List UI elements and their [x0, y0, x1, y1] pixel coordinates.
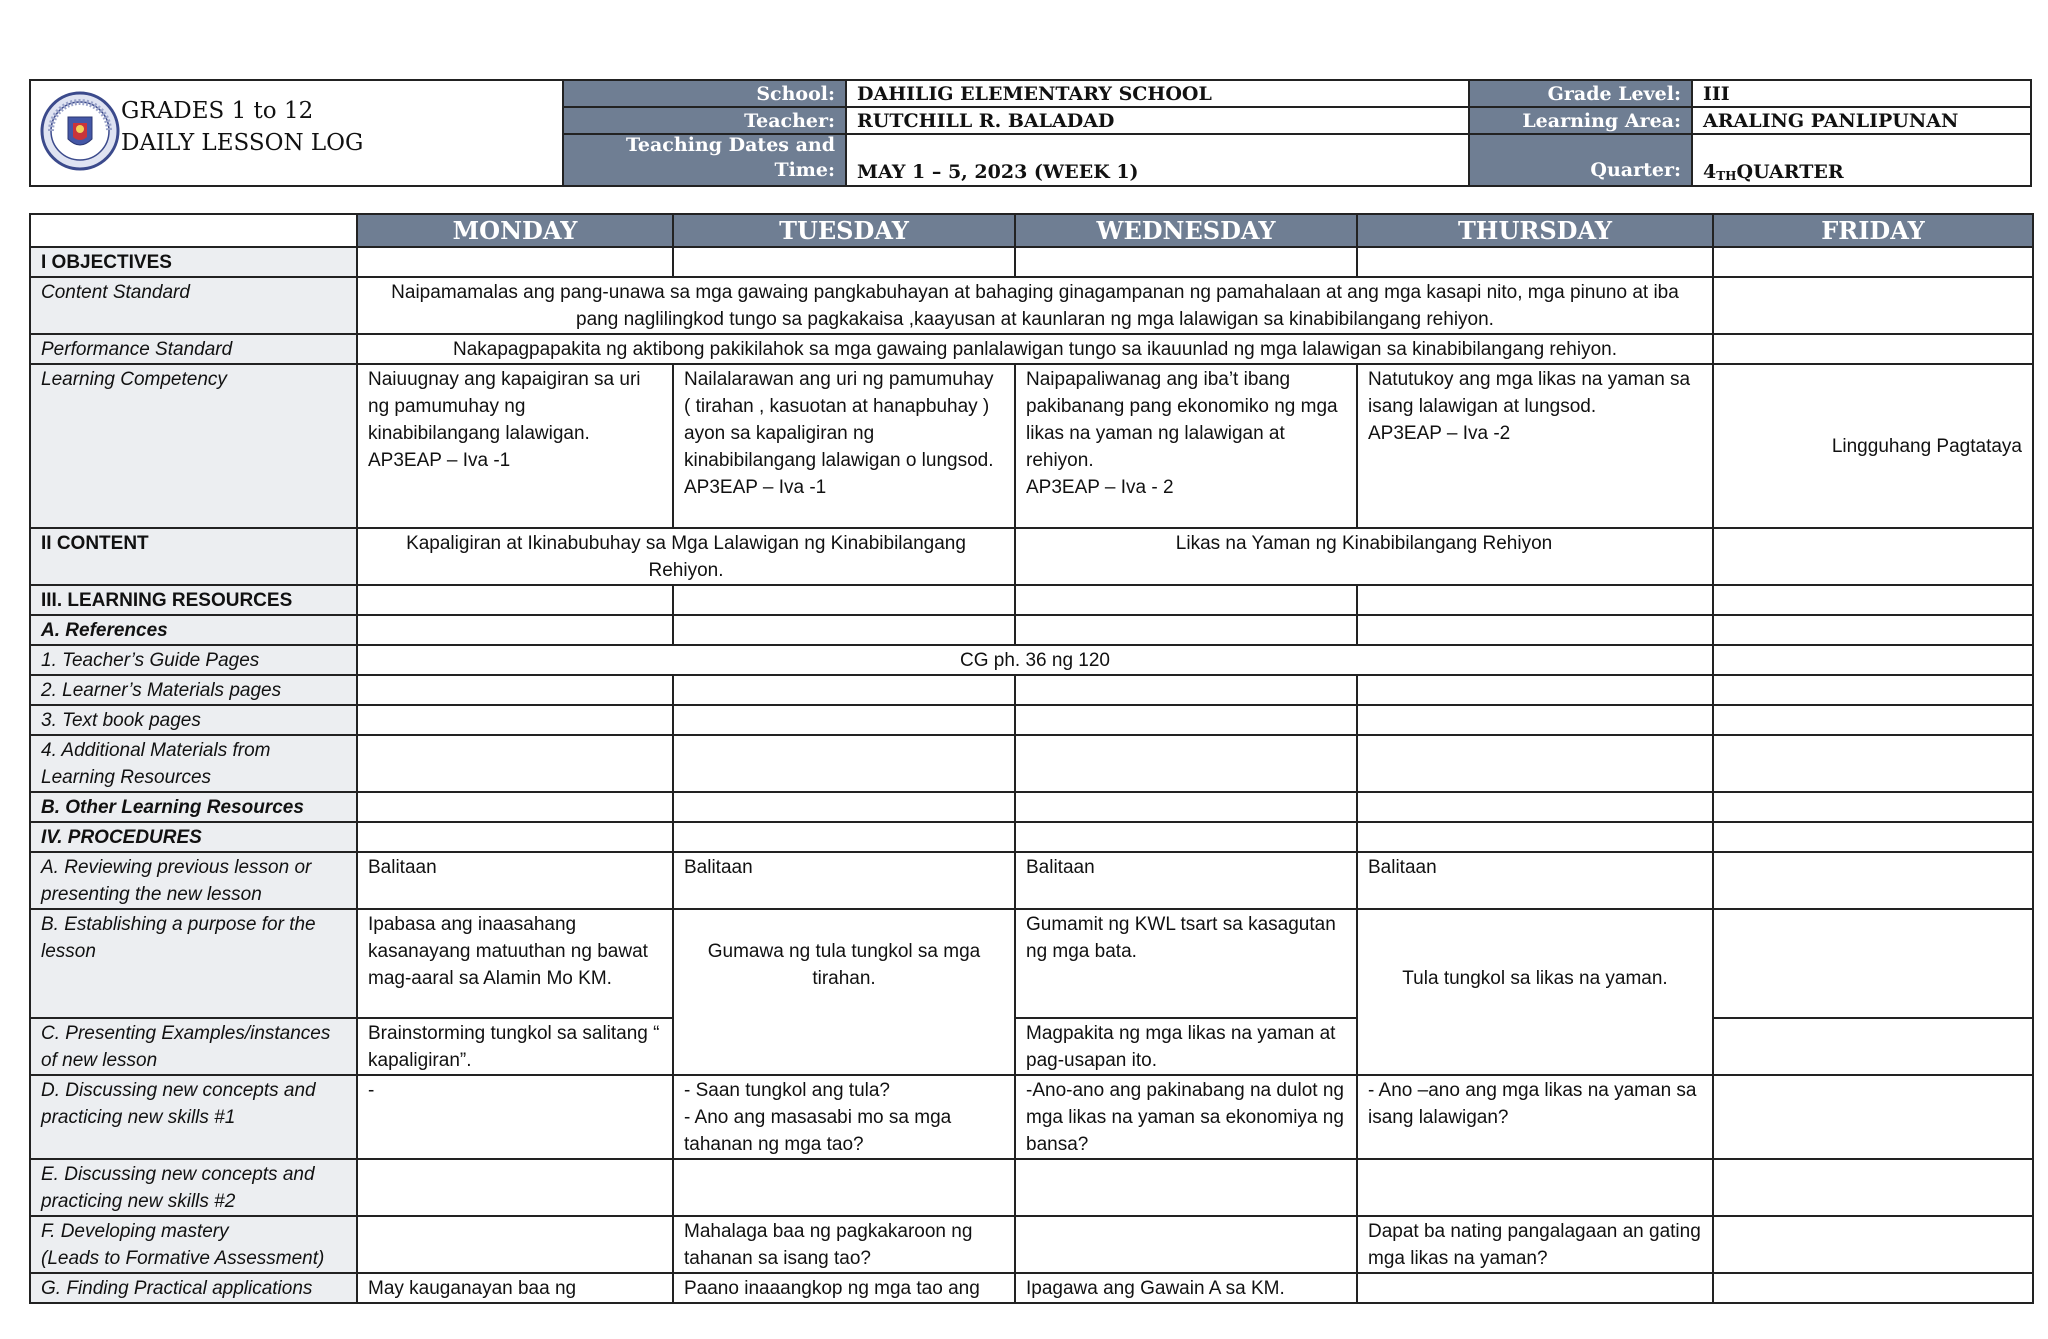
school-value: DAHILIG ELEMENTARY SCHOOL	[845, 81, 1468, 108]
objectives-heading: I OBJECTIVES	[30, 247, 357, 277]
competency-wednesday: Naipapaliwanag ang iba’t ibang pakibanang pang ekonomiko ng mga likas na yaman ng lalawigan at rehiyon. AP3EAP – Iva - 2	[1015, 364, 1357, 528]
title-line-1: GRADES 1 to 12	[121, 98, 314, 124]
learning-resources-heading: III. LEARNING RESOURCES	[30, 585, 357, 615]
procedure-d-monday: -	[357, 1075, 673, 1159]
procedure-f-thursday: Dapat ba nating pangalagaan an gating mga likas na yaman?	[1357, 1216, 1713, 1273]
procedures-heading: IV. PROCEDURES	[30, 822, 357, 852]
performance-standard-label: Performance Standard	[30, 334, 357, 364]
teachers-guide-label: 1. Teacher’s Guide Pages	[30, 645, 357, 675]
procedure-a-monday: Balitaan	[357, 852, 673, 909]
learners-materials-label: 2. Learner’s Materials pages	[30, 675, 357, 705]
lesson-log-header	[29, 79, 2032, 187]
performance-standard-text: Nakapagpapakita ng aktibong pakikilahok sa mga gawaing panlalawigan tungo sa ikauunlad ng mga lalawigan sa kinabibilangang rehiyon.	[357, 334, 1713, 364]
table-row	[30, 585, 2033, 615]
procedure-c-wednesday: Magpakita ng mga likas na yaman at pag-usapan ito.	[1015, 1018, 1357, 1075]
table-row	[30, 1159, 2033, 1216]
content-heading: II CONTENT	[30, 528, 357, 585]
procedure-d-wednesday: -Ano-ano ang pakinabang na dulot ng mga likas na yaman sa ekonomiya ng bansa?	[1015, 1075, 1357, 1159]
table-row	[30, 705, 2033, 735]
procedure-g-wednesday: Ipagawa ang Gawain A sa KM.	[1015, 1273, 1357, 1303]
procedure-f-tuesday: Mahalaga baa ng pagkakaroon ng tahanan sa isang tao?	[673, 1216, 1015, 1273]
teacher-value: RUTCHILL R. BALADAD	[845, 108, 1468, 135]
dates-label-line-1: Teaching Dates and	[625, 135, 835, 156]
references-heading: A. References	[30, 615, 357, 645]
procedure-g-tuesday: Paano inaaangkop ng mga tao ang	[673, 1273, 1015, 1303]
procedure-a-thursday: Balitaan	[1357, 852, 1713, 909]
procedure-b-thursday: Tula tungkol sa likas na yaman.	[1357, 909, 1713, 1075]
quarter-label: Quarter:	[1468, 135, 1691, 185]
learning-area-label: Learning Area:	[1468, 108, 1691, 135]
competency-friday: Lingguhang Pagtataya	[1713, 364, 2033, 528]
table-row	[30, 675, 2033, 705]
table-row	[30, 247, 2033, 277]
day-thursday: THURSDAY	[1357, 214, 1713, 247]
table-row	[30, 822, 2033, 852]
table-row	[30, 615, 2033, 645]
title-cell	[31, 81, 562, 185]
competency-thursday: Natutukoy ang mga likas na yaman sa isang lalawigan at lungsod. AP3EAP – Iva -2	[1357, 364, 1713, 528]
procedure-d-label: D. Discussing new concepts and practicing new skills #1	[30, 1075, 357, 1159]
table-row	[30, 852, 2033, 909]
procedure-f-label: F. Developing mastery (Leads to Formative Assessment)	[30, 1216, 357, 1273]
procedure-b-tuesday: Gumawa ng tula tungkol sa mga tirahan.	[673, 909, 1015, 1075]
title-line-2: DAILY LESSON LOG	[121, 130, 364, 156]
table-row	[30, 334, 2033, 364]
day-tuesday: TUESDAY	[673, 214, 1015, 247]
table-row	[30, 909, 2033, 1018]
other-resources-heading: B. Other Learning Resources	[30, 792, 357, 822]
content-monday-tuesday: Kapaligiran at Ikinabubuhay sa Mga Lalawigan ng Kinabibilangang Rehiyon.	[357, 528, 1015, 585]
content-wednesday-thursday: Likas na Yaman ng Kinabibilangang Rehiyon	[1015, 528, 1713, 585]
grade-level-value: III	[1691, 81, 2030, 108]
table-row	[30, 735, 2033, 792]
table-row	[30, 364, 2033, 528]
procedure-d-tuesday: - Saan tungkol ang tula? - Ano ang masasabi mo sa mga tahanan ng mga tao?	[673, 1075, 1015, 1159]
teacher-label: Teacher:	[562, 108, 845, 135]
additional-materials-label: 4. Additional Materials from Learning Resources	[30, 735, 357, 792]
procedure-b-wednesday: Gumamit ng KWL tsart sa kasagutan ng mga bata.	[1015, 909, 1357, 1018]
procedure-b-label: B. Establishing a purpose for the lesson	[30, 909, 357, 1018]
procedure-d-thursday: - Ano –ano ang mga likas na yaman sa isang lalawigan?	[1357, 1075, 1713, 1159]
competency-monday: Naiuugnay ang kapaigiran sa uri ng pamumuhay ng kinabibilangang lalawigan. AP3EAP – Iva -1	[357, 364, 673, 528]
textbook-pages-label: 3. Text book pages	[30, 705, 357, 735]
deped-seal-icon	[39, 87, 121, 175]
dates-value: MAY 1 – 5, 2023 (WEEK 1)	[845, 135, 1468, 185]
day-wednesday: WEDNESDAY	[1015, 214, 1357, 247]
dates-label-line-2: Time:	[774, 159, 835, 181]
procedure-a-wednesday: Balitaan	[1015, 852, 1357, 909]
table-row	[30, 1018, 2033, 1075]
table-row	[30, 277, 2033, 334]
table-row	[30, 1216, 2033, 1273]
procedure-c-monday: Brainstorming tungkol sa salitang “ kapaligiran”.	[357, 1018, 673, 1075]
learning-area-value: ARALING PANLIPUNAN	[1691, 108, 2030, 135]
procedure-g-monday: May kauganayan baa ng	[357, 1273, 673, 1303]
content-standard-text: Naipamamalas ang pang-unawa sa mga gawaing pangkabuhayan at bahaging ginagampanan ng pamahalaan at ang mga kasapi nito, mga pinuno at iba pang naglilingkod tungo sa pagkakaisa ,kaayusan at kaunlaran ng mga lalawigan sa kinabibilangang rehiyon.	[357, 277, 1713, 334]
corner-cell	[30, 214, 357, 247]
procedure-g-label: G. Finding Practical applications	[30, 1273, 357, 1303]
table-row	[30, 1273, 2033, 1303]
grade-level-label: Grade Level:	[1468, 81, 1691, 108]
competency-tuesday: Nailalarawan ang uri ng pamumuhay ( tirahan , kasuotan at hanapbuhay ) ayon sa kapaligiran ng kinabibilangang lalawigan o lungsod. AP3EAP – Iva -1	[673, 364, 1015, 528]
daily-lesson-log-table	[29, 213, 2034, 1304]
day-monday: MONDAY	[357, 214, 673, 247]
procedure-e-label: E. Discussing new concepts and practicing new skills #2	[30, 1159, 357, 1216]
quarter-value: 4 $_{TH}$ QUARTER	[1691, 135, 2030, 185]
procedure-a-label: A. Reviewing previous lesson or presenting the new lesson	[30, 852, 357, 909]
procedure-a-tuesday: Balitaan	[673, 852, 1015, 909]
table-row	[30, 645, 2033, 675]
procedure-b-monday: Ipabasa ang inaasahang kasanayang matuuthan ng bawat mag-aaral sa Alamin Mo KM.	[357, 909, 673, 1018]
learning-competency-label: Learning Competency	[30, 364, 357, 528]
content-standard-label: Content Standard	[30, 277, 357, 334]
table-row	[30, 528, 2033, 585]
school-label: School:	[562, 81, 845, 108]
teachers-guide-pages: CG ph. 36 ng 120	[357, 645, 1713, 675]
procedure-c-label: C. Presenting Examples/instances of new lesson	[30, 1018, 357, 1075]
table-row	[30, 792, 2033, 822]
day-friday: FRIDAY	[1713, 214, 2033, 247]
table-row	[30, 1075, 2033, 1159]
day-header-row	[30, 214, 2033, 247]
dates-label	[562, 135, 845, 185]
